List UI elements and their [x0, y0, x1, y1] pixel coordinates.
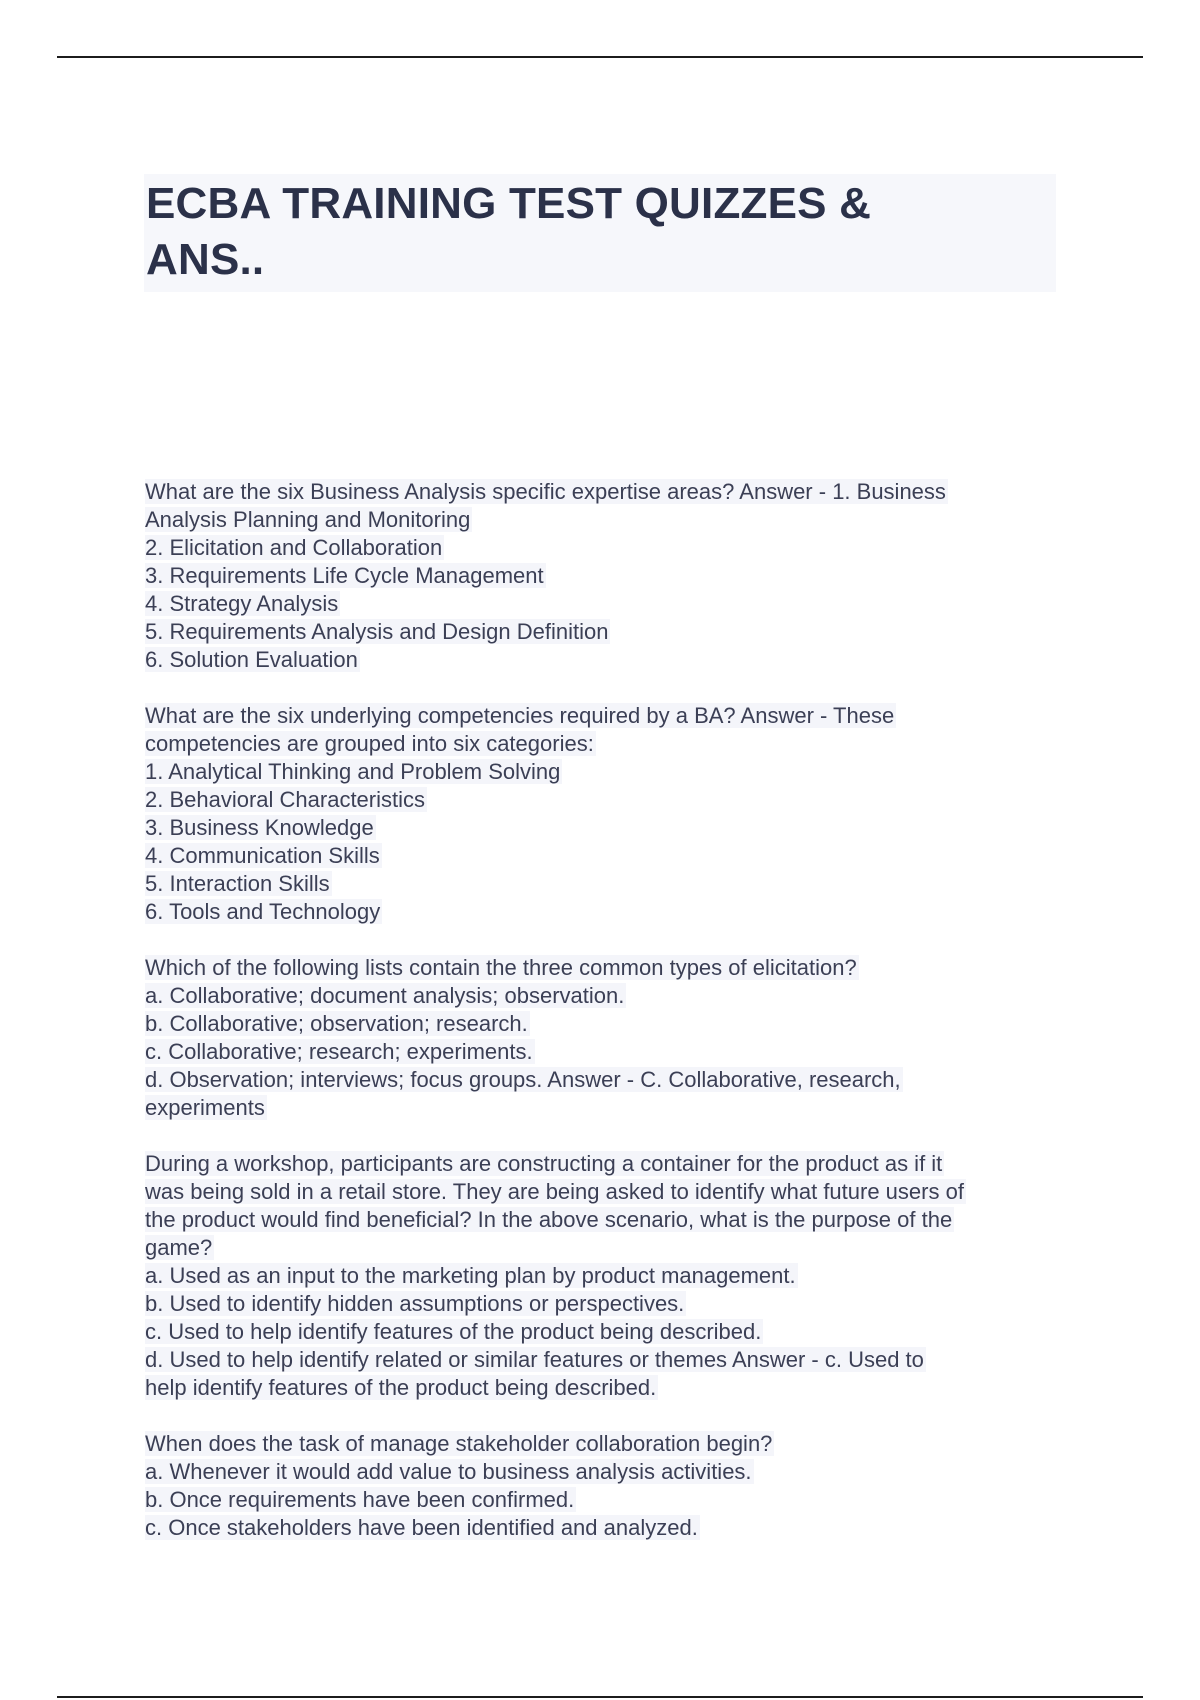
- text-line: c. Collaborative; research; experiments.: [145, 1039, 533, 1064]
- text-line: 6. Tools and Technology: [145, 899, 381, 924]
- text-line: What are the six Business Analysis specific expertise areas? Answer - 1. Business: [145, 479, 946, 504]
- page-title: [146, 176, 1056, 288]
- text-line: 6. Solution Evaluation: [145, 647, 358, 672]
- text-line: a. Used as an input to the marketing plan by product management.: [145, 1263, 796, 1288]
- text-line: game?: [145, 1235, 213, 1260]
- question-block: [145, 1430, 1065, 1542]
- text-line: d. Used to help identify related or similar features or themes Answer - c. Used to: [145, 1347, 924, 1372]
- text-line: What are the six underlying competencies required by a BA? Answer - These: [145, 703, 895, 728]
- text-line: c. Once stakeholders have been identified and analyzed.: [145, 1515, 698, 1540]
- document-body: [145, 478, 1065, 1570]
- text-line: 2. Elicitation and Collaboration: [145, 535, 443, 560]
- question-block: [145, 702, 1065, 926]
- text-line: b. Used to identify hidden assumptions or perspectives.: [145, 1291, 685, 1316]
- question-block: [145, 954, 1065, 1122]
- title-line: ANS..: [146, 235, 265, 284]
- title-block: [144, 174, 1056, 292]
- text-line: 4. Communication Skills: [145, 843, 380, 868]
- text-line: help identify features of the product being described.: [145, 1375, 657, 1400]
- text-line: 3. Business Knowledge: [145, 815, 374, 840]
- text-line: c. Used to help identify features of the product being described.: [145, 1319, 762, 1344]
- text-line: a. Collaborative; document analysis; observation.: [145, 983, 625, 1008]
- top-rule: [57, 56, 1143, 58]
- text-line: the product would find beneficial? In the above scenario, what is the purpose of the: [145, 1207, 953, 1232]
- text-line: a. Whenever it would add value to business analysis activities.: [145, 1459, 752, 1484]
- text-line: Analysis Planning and Monitoring: [145, 507, 471, 532]
- title-line: ECBA TRAINING TEST QUIZZES &: [146, 179, 872, 228]
- text-line: was being sold in a retail store. They are being asked to identify what future users of: [145, 1179, 964, 1204]
- text-line: 3. Requirements Life Cycle Management: [145, 563, 544, 588]
- text-line: 2. Behavioral Characteristics: [145, 787, 426, 812]
- question-block: [145, 478, 1065, 674]
- text-line: 5. Interaction Skills: [145, 871, 330, 896]
- text-line: Which of the following lists contain the three common types of elicitation?: [145, 955, 857, 980]
- text-line: When does the task of manage stakeholder collaboration begin?: [145, 1431, 773, 1456]
- text-line: d. Observation; interviews; focus groups. Answer - C. Collaborative, research,: [145, 1067, 901, 1092]
- text-line: competencies are grouped into six categories:: [145, 731, 594, 756]
- question-block: [145, 1150, 1065, 1402]
- bottom-rule: [57, 1696, 1143, 1698]
- text-line: b. Once requirements have been confirmed.: [145, 1487, 575, 1512]
- text-line: experiments: [145, 1095, 265, 1120]
- text-line: 1. Analytical Thinking and Problem Solving: [145, 759, 561, 784]
- text-line: 5. Requirements Analysis and Design Definition: [145, 619, 609, 644]
- text-line: b. Collaborative; observation; research.: [145, 1011, 528, 1036]
- text-line: During a workshop, participants are constructing a container for the product as if it: [145, 1151, 943, 1176]
- text-line: 4. Strategy Analysis: [145, 591, 339, 616]
